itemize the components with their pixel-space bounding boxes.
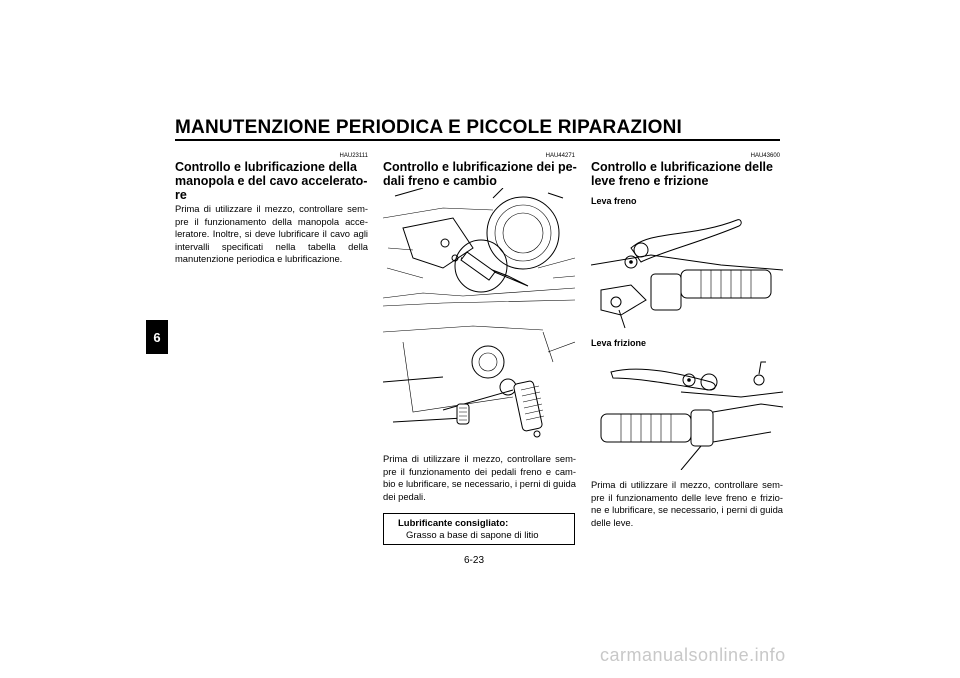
section-code: HAU43600 xyxy=(750,153,780,159)
brake-lever-illustration xyxy=(591,210,783,330)
section-heading-throttle: Controllo e lubrificazione della manopola e del cavo accelerato-re xyxy=(175,160,368,202)
watermark: carmanualsonline.info xyxy=(600,645,786,665)
page-number: 6-23 xyxy=(464,555,485,566)
shift-pedal-illustration xyxy=(383,322,575,444)
lubricant-value: Grasso a base di sapone di litio xyxy=(406,530,539,541)
title-divider xyxy=(175,139,780,141)
brake-pedal-illustration xyxy=(383,188,575,316)
section-code: HAU44271 xyxy=(545,153,575,159)
section-code: HAU23111 xyxy=(339,153,368,159)
page-title: MANUTENZIONE PERIODICA E PICCOLE RIPARAZIONI xyxy=(175,117,683,138)
section-heading-levers: Controllo e lubrificazione delle leve freno e frizione xyxy=(591,160,773,188)
section-body-levers: Prima di utilizzare il mezzo, controllare sem-pre il funzionamento delle leve freno e frizio-ne e lubrificare, se necessario, i perni di guida delle leve. xyxy=(591,479,783,528)
lubricant-label: Lubrificante consigliato: xyxy=(398,518,509,529)
section-heading-pedals: Controllo e lubrificazione dei pe-dali freno e cambio xyxy=(383,160,577,188)
lubricant-note xyxy=(383,513,575,545)
clutch-lever-label: Leva frizione xyxy=(591,338,647,348)
chapter-tab: 6 xyxy=(146,320,168,354)
clutch-lever-illustration xyxy=(591,352,783,470)
section-body-pedals: Prima di utilizzare il mezzo, controllare sem-pre il funzionamento dei pedali freno e cam-bio e lubrificare, se necessario, i perni di guida dei pedali. xyxy=(383,453,576,502)
brake-lever-label: Leva freno xyxy=(591,196,637,206)
section-body-throttle: Prima di utilizzare il mezzo, controllare sem-pre il funzionamento della manopola acce-leratore. Inoltre, si deve lubrificare il cavo agli intervalli specificati nella tabella della manutenzione periodica e lubrificazione. xyxy=(175,203,368,264)
